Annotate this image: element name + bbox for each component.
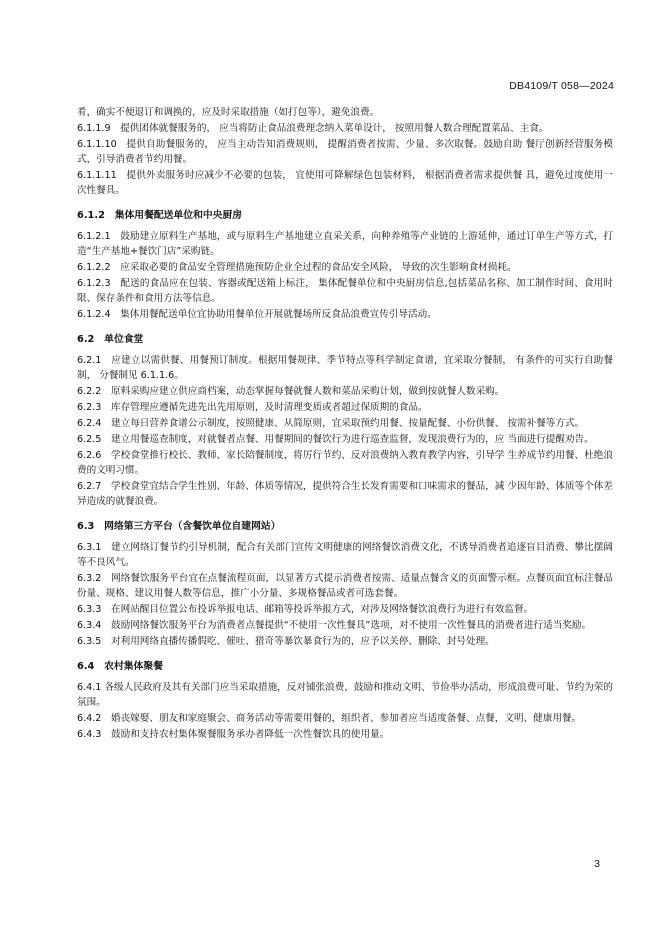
paragraph: 6.2.2 原料采购应建立供应商档案，动态掌握每餐就餐人数和菜品采购计划，做到按就餐人数采购。 [77, 386, 505, 397]
paragraph: 6.1.2.4 集体用餐配送单位宜协助用餐单位开展就餐场所反食品浪费宣传引导活动。 [77, 309, 437, 320]
doc-id: DB4109/T 058—2024 [509, 80, 614, 92]
paragraph: 肴，确实不便退订和调换的，应及时采取措施（如打包等），避免浪费。 [77, 107, 380, 118]
paragraph: 6.3.2 网络餐饮服务平台宜在点餐流程页面，以显著方式提示消费者按需、适量点餐含义的页面警示框。点餐页面宜标注餐品份量、规格、建议用餐人数等信息，推广小分量、多规格餐品或者可选套餐。 [77, 573, 613, 599]
paragraph: 6.1.1.11 提供外卖服务时应减少不必要的包装， 宜使用可降解绿色包装材料， 根据消费者需求提供餐 具，避免过度使用一次性餐具。 [77, 170, 613, 196]
section-heading: 6.2 单位食堂 [77, 334, 144, 345]
section-heading: 6.1.2 集体用餐配送单位和中央厨房 [77, 210, 243, 221]
paragraph: 6.3.4 鼓励网络餐饮服务平台为消费者点餐提供“不使用一次性餐具”选项，对不使用一次性餐具的消费者进行适当奖励。 [77, 620, 592, 631]
section-heading: 6.3 网络第三方平台（含餐饮单位自建网站） [77, 521, 281, 532]
paragraph: 6.2.6 学校食堂推行校长、教师、家长陪餐制度，将厉行节约、反对浪费纳入教育教学内容，引导学 生养成节约用餐、杜绝浪费的文明习惯。 [77, 450, 613, 476]
paragraph: 6.2.5 建立用餐巡查制度，对就餐者点餐、用餐期间的餐饮行为进行巡查监督，发现浪费行为的，应 当面进行提醒劝告。 [77, 434, 594, 445]
paragraph: 6.4.1 各级人民政府及其有关部门应当采取措施，反对铺张浪费，鼓励和推动文明、节俭举办活动，形成浪费可耻、节约为荣的氛围。 [77, 682, 613, 708]
paragraph: 6.1.1.10 提供自助餐服务的， 应当主动告知消费规则， 提醒消费者按需、少量、多次取餐。鼓励自助 餐厅创新经营服务模式，引导消费者节约用餐。 [77, 139, 613, 165]
paragraph: 6.1.2.2 应采取必要的食品安全管理措施预防企业全过程的食品安全风险， 导致的次生影响食材损耗。 [77, 262, 517, 273]
document-body [77, 105, 613, 743]
paragraph: 6.3.5 对利用网络直播传播假吃、催吐、猎奇等暴饮暴食行为的，应予以关停、删除、封号处理。 [77, 636, 495, 647]
paragraph: 6.2.7 学校食堂宜结合学生性别、年龄、体质等情况，提供符合生长发育需要和口味需求的餐品，减 少因年龄、体质等个体差异造成的就餐浪费。 [77, 481, 613, 507]
paragraph: 6.3.1 建立网络订餐节约引导机制，配合有关部门宣传文明健康的网络餐饮消费文化，不诱导消费者追逐盲目消费、攀比摆阔等不良风气。 [77, 542, 613, 568]
paragraph: 6.2.1 应建立以需供餐、用餐预订制度。根据用餐规律、季节特点等科学制定食谱，宜采取分餐制， 有条件的可实行自助餐制， 分餐制见 6.1.1.6。 [77, 355, 613, 381]
paragraph: 6.2.4 建立每日营养食谱公示制度，按照健康、从简原则，宜采取预约用餐、按量配餐、小份供餐、 按需补餐等方式。 [77, 418, 585, 429]
page-number: 3 [594, 858, 600, 870]
paragraph: 6.3.3 在网站醒目位置公布投诉举报电话、邮箱等投诉举报方式，对涉及网络餐饮浪费行为进行有效监督。 [77, 604, 534, 615]
paragraph: 6.1.1.9 提供团体就餐服务的， 应当将防止食品浪费理念纳入菜单设计， 按照用餐人数合理配置菜品、主食。 [77, 123, 549, 134]
paragraph: 6.1.2.1 鼓励建立原料生产基地，或与原料生产基地建立直采关系，向种养殖等产业链的上游延伸，通过订单生产等方式，打造“生产基地+餐饮门店”采购链。 [77, 231, 613, 257]
section-heading: 6.4 农村集体聚餐 [77, 661, 163, 672]
paragraph: 6.2.3 库存管理应遵循先进先出先用原则，及时清理变质或者超过保质期的食品。 [77, 402, 428, 413]
paragraph: 6.4.3 鼓励和支持农村集体聚餐服务承办者降低一次性餐饮具的使用量。 [77, 729, 390, 740]
paragraph: 6.1.2.3 配送的食品应在包装、容器或配送箱上标注， 集体配餐单位和中央厨房信息,包括菜品名称、加工制作时间、食用时限、保存条件和食用方法等信息。 [77, 278, 613, 304]
paragraph: 6.4.2 婚丧嫁娶、朋友和家庭聚会、商务活动等需要用餐的，组织者、参加者应当适度备餐、点餐，文明、健康用餐。 [77, 713, 582, 724]
